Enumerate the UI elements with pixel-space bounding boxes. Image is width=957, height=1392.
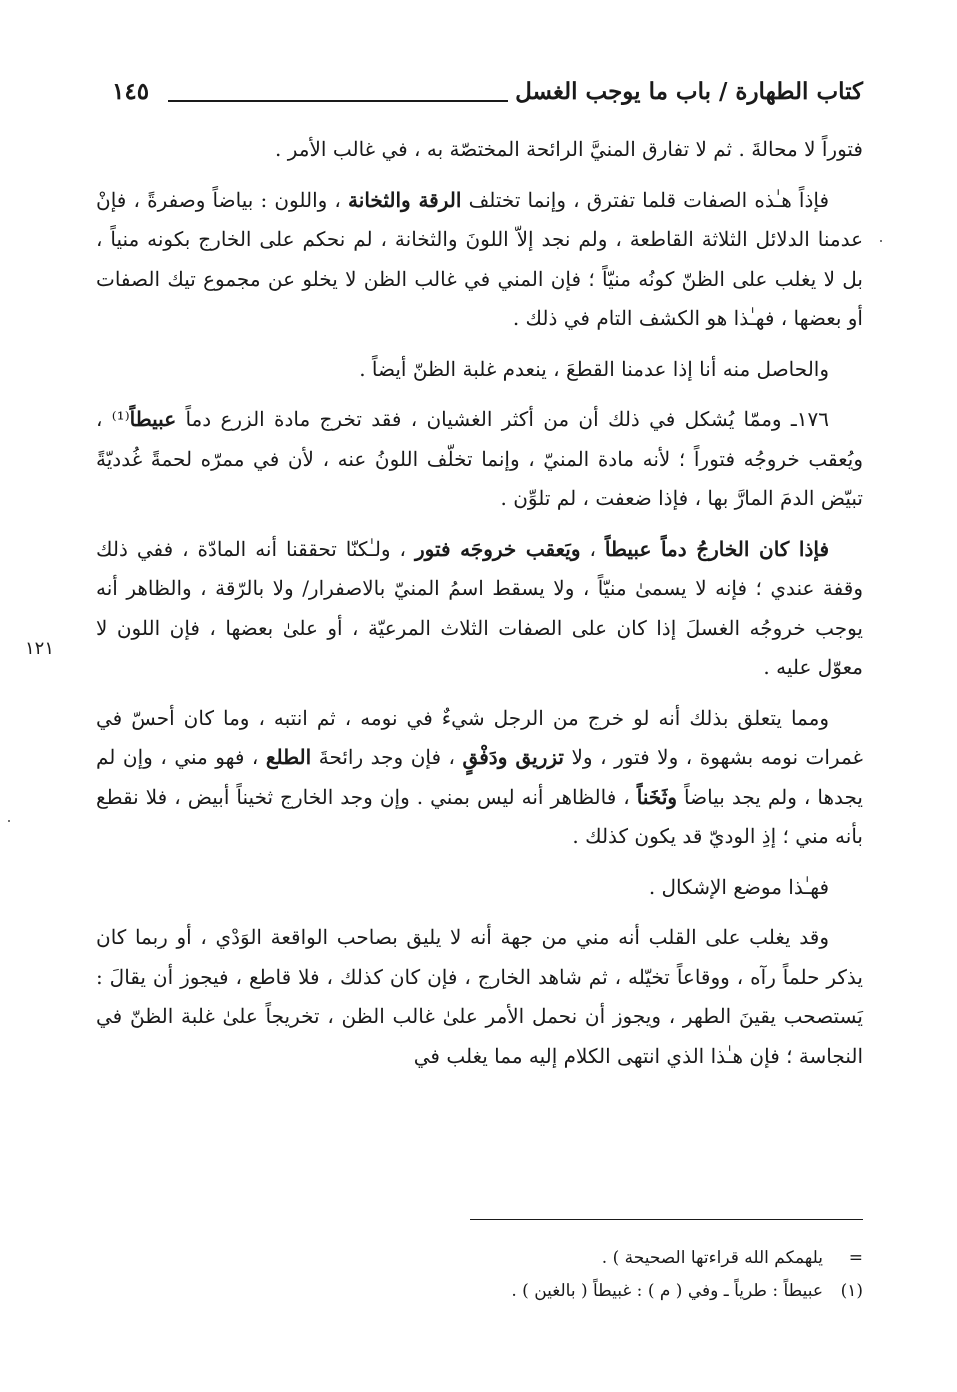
bold-phrase: ويَعقب خروجَه فتور <box>414 536 581 561</box>
text-run: ، ولـٰكنّا تحققنا أنه المادّة ، ففي ذلك وقفة عندي ؛ فإنه لا يسمىٰ منيّاً ، ولا يسقط اسمُ المنيّ بالاصفرار/ ولا بالرّقة ، والظاهر أنه يوجب خروجُه الغسلَ إذا كان على الصفات الثلاث المرعيّة ، أو علىٰ بعضها ، فإن اللون لا معوّل عليه . <box>96 536 863 679</box>
scan-speck <box>8 820 10 822</box>
text-run: ، فإن وجد رائحةَ <box>311 745 463 769</box>
text-run: ⁽¹⁾ ، ويُعقب خروجُه فتوراً ؛ لأنه مادة المنيّ ، وإنما تخلّف اللونُ عنه ، لأن في ممرّه لحمةً غُدديّةً تبيّض الدمَ المارَّ بها ، فإذا ضعفت ، لم تلوِّن . <box>96 407 863 510</box>
paragraph <box>96 130 863 170</box>
text-run: فتوراً لا محالةَ . ثم لا تفارق المنيَّ الرائحة المختصّة به ، في غالب الأمر . <box>275 137 863 161</box>
bold-phrase: تزريق ودَفْقٍ <box>462 745 564 769</box>
paragraph <box>96 530 863 688</box>
footnote-marker: (١) <box>840 1281 863 1301</box>
text-run: ، فالظاهر أنه ليس بمني . وإن وجد الخارج ثخيناً أبيض ، فلا نقطع بأنه مني ؛ إذِ الوديّ قد يكون كذلك . <box>96 784 863 848</box>
text-run: ، واللون : بياضاً وصفرةً ، فإنْ عدمنا الدلائل الثلاثة القاطعة ، ولم نجد إلاّ اللونَ والثخانة ، لم نحكم على الخارج بكونه منياً ، بل لا يغلب على الظنّ كونُه منيّاً ؛ فإن المني في غالب الظن لا يخلو عن مجموع تيك الصفات أو بعضها ، فهـٰذا هو الكشف التام في ذلك . <box>96 187 863 330</box>
text-run: فهـٰذا موضع الإشكال . <box>648 874 829 899</box>
bold-phrase: وثَخَناً <box>636 784 678 809</box>
text-run: ، فهو مني ، وإن لم يجدها ، ولم يجد بياضاً <box>96 745 863 809</box>
text-run: فإذاً هـٰذه الصفات قلما تفترق ، وإنما تختلف <box>461 187 830 212</box>
manuscript-folio-note: ١٢١ <box>25 638 55 659</box>
footnote-text: يلهمكم الله قراءتها الصحيحة ) . <box>601 1248 823 1268</box>
paragraph <box>96 350 863 390</box>
paragraph <box>96 868 863 908</box>
text-run: وقد يغلب على القلب أنه مني من جهة أنه لا يليق بصاحب الواقعة الوَدْي ، أو ربما كان يذكر حلماً رآه ، ووقاعاً تخيّله ، ثم شاهد الخارج ، فإن كان كذلك ، فلا قاطع ، فيجوز أن يقالَ : يَستصحب يقينَ الطهر ، ويجوز أن نحمل الأمر علىٰ غالب الظن ، تخريجاً علىٰ غلبة الظنّ في النجاسة ؛ فإن هـٰذا الذي انتهى الكلام إليه مما يغلب في <box>96 925 863 1068</box>
main-text <box>96 130 863 1087</box>
text-run: ١٧٦ـ وممّا يُشكل في ذلك أن من أكثر الغشيان ، فقد تخرج مادة الزرع دماً <box>176 407 829 431</box>
bold-phrase: الطلع <box>265 745 312 769</box>
footnote-text: عبيطاً : طرياً ـ وفي ( م ) : غبيطاً ( بالغين ) . <box>511 1281 823 1301</box>
paragraph <box>96 699 863 857</box>
footnote-marker: = <box>848 1248 863 1268</box>
paragraph <box>96 400 863 519</box>
footnote <box>96 1275 863 1308</box>
running-header <box>112 78 863 118</box>
header-rule <box>168 100 508 102</box>
text-run: والحاصل منه أنا إذا عدمنا القطعَ ، ينعدم غلبة الظنّ أيضاً . <box>359 356 829 381</box>
footnotes <box>96 1242 863 1308</box>
bold-phrase: عبيطاً <box>129 407 177 431</box>
chapter-title: كتاب الطهارة / باب ما يوجب الغسل <box>515 78 863 105</box>
footnote-rule <box>470 1219 863 1220</box>
footnote <box>96 1242 863 1275</box>
bold-phrase: فإذا كان الخارجُ دماً عبيطاً <box>604 536 830 561</box>
paragraph <box>96 918 863 1076</box>
scan-speck <box>880 240 882 242</box>
page-number: ١٤٥ <box>112 78 150 105</box>
text-run: ، <box>580 536 605 561</box>
text-run: ومما يتعلق بذلك أنه لو خرج من الرجل شيءٌ في نومه ، ثم انتبه ، وما كان أحسّ في غمرات نومه بشهوة ، ولا فتور ، ولا <box>96 705 863 769</box>
paragraph <box>96 181 863 339</box>
bold-phrase: الرقة والثخانة <box>348 187 462 212</box>
